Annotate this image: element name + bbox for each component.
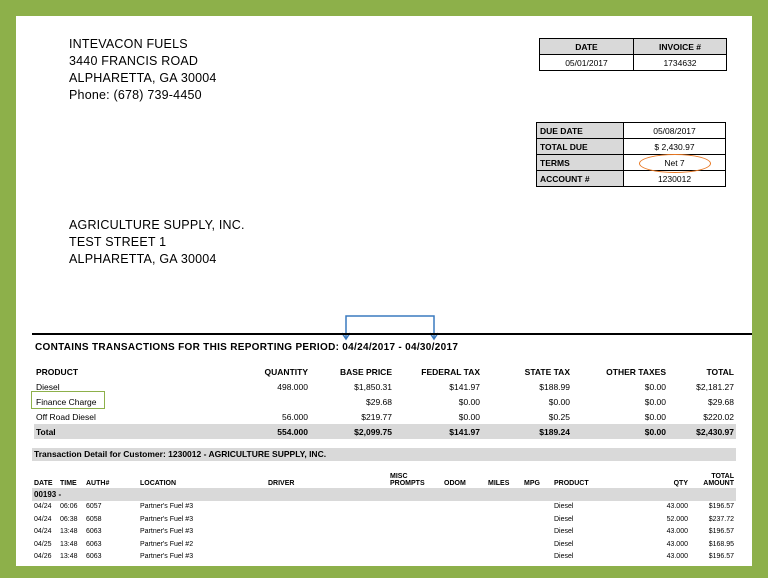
col-total: TOTAL: [706, 367, 734, 377]
misc-line2: PROMPTS: [390, 480, 425, 487]
cell-other-taxes: $0.00: [644, 381, 666, 392]
cell-qty: 43.000: [666, 503, 688, 511]
col-driver: DRIVER: [268, 480, 295, 487]
cell-amount: $168.95: [708, 540, 734, 548]
cell-amount: $196.57: [708, 528, 734, 536]
cell-miles: [486, 513, 522, 526]
due-summary-box: [536, 122, 726, 187]
terms-highlight-oval: [639, 154, 711, 173]
detail-row: [32, 538, 736, 551]
invoice-header-box: [539, 38, 727, 71]
cell-quantity: [188, 394, 310, 409]
due-date-value: 05/08/2017: [624, 123, 726, 139]
cell-time: 13:48: [60, 553, 78, 561]
col-product: PRODUCT: [36, 367, 79, 377]
summary-total-row: [34, 424, 736, 439]
account-label: ACCOUNT #: [537, 171, 624, 187]
cell-date: 04/24: [34, 528, 52, 536]
cell-mpg: [522, 538, 552, 551]
cell-miles: [486, 551, 522, 564]
invoice-number: 1734632: [633, 55, 726, 71]
cell-auth: 6063: [86, 553, 102, 561]
group-label: 00193 -: [34, 489, 62, 499]
cell-mpg: [522, 501, 552, 514]
cell-location: Partner's Fuel #3: [140, 553, 194, 561]
cell-date: 04/26: [34, 553, 52, 561]
customer-name: AGRICULTURE SUPPLY, INC.: [69, 218, 245, 232]
terms-label: TERMS: [537, 155, 624, 171]
cell-driver: [266, 538, 388, 551]
cell-misc: [388, 513, 442, 526]
total-amount: $2,430.97: [668, 424, 736, 439]
col-quantity: QUANTITY: [264, 367, 308, 377]
vendor-name: INTEVACON FUELS: [69, 37, 188, 51]
col-federal-tax: FEDERAL TAX: [421, 367, 480, 377]
detail-row: [32, 513, 736, 526]
cell-time: 06:06: [60, 503, 78, 511]
cell-amount: $196.57: [708, 503, 734, 511]
cell-base-price: $1,850.31: [354, 381, 392, 392]
period-connector-arrows: [316, 308, 456, 342]
cell-date: 04/24: [34, 503, 52, 511]
cell-misc: [388, 526, 442, 539]
col-odom: ODOM: [444, 480, 466, 487]
summary-row: [34, 394, 736, 409]
col-misc-prompts: [388, 472, 442, 488]
cell-odom: [442, 551, 486, 564]
cell-federal-tax: $0.00: [458, 396, 480, 407]
cell-total: $220.02: [703, 411, 734, 422]
cell-driver: [266, 526, 388, 539]
customer-address: [69, 217, 245, 268]
cell-federal-tax: $0.00: [458, 411, 480, 422]
terms-value: Net 7: [624, 155, 726, 171]
cell-total: $2,181.27: [696, 381, 734, 392]
cell-location: Partner's Fuel #3: [140, 515, 194, 523]
cell-product: Diesel: [554, 528, 574, 536]
cell-quantity: 498.000: [277, 381, 308, 392]
col-qty: QTY: [673, 480, 688, 487]
cell-other-taxes: $0.00: [644, 411, 666, 422]
cell-qty: 43.000: [666, 553, 688, 561]
cell-misc: [388, 538, 442, 551]
detail-header-row: [32, 472, 736, 488]
finance-charge-highlight: [31, 391, 105, 409]
cell-miles: [486, 526, 522, 539]
vendor-city: ALPHARETTA, GA 30004: [69, 71, 217, 85]
cell-date: 04/24: [34, 515, 52, 523]
transaction-detail-table: [32, 472, 736, 563]
cell-odom: [442, 526, 486, 539]
customer-city: ALPHARETTA, GA 30004: [69, 252, 217, 266]
vendor-street: 3440 FRANCIS ROAD: [69, 54, 199, 68]
cell-state-tax: $188.99: [539, 381, 570, 392]
cell-date: 04/25: [34, 540, 52, 548]
cell-time: 13:48: [60, 540, 78, 548]
detail-group-row: [32, 488, 736, 501]
cell-location: Partner's Fuel #3: [140, 528, 194, 536]
cell-product: Diesel: [554, 515, 574, 523]
cell-mpg: [522, 551, 552, 564]
total-other-taxes: $0.00: [572, 424, 668, 439]
cell-mpg: [522, 526, 552, 539]
cell-qty: 52.000: [666, 515, 688, 523]
account-value: 1230012: [624, 171, 726, 187]
col-auth: AUTH#: [86, 480, 110, 487]
cell-state-tax: $0.25: [548, 411, 570, 422]
cell-product: Diesel: [554, 503, 574, 511]
summary-row: [34, 379, 736, 394]
total-due-value: $ 2,430.97: [624, 139, 726, 155]
cell-mpg: [522, 513, 552, 526]
vendor-address: [69, 36, 217, 104]
cell-miles: [486, 538, 522, 551]
cell-auth: 6063: [86, 528, 102, 536]
col-product: PRODUCT: [554, 480, 589, 487]
cell-product: Off Road Diesel: [36, 411, 96, 422]
total-line1: TOTAL: [711, 473, 734, 480]
cell-total: $29.68: [708, 396, 734, 407]
cell-auth: 6058: [86, 515, 102, 523]
detail-title: Transaction Detail for Customer: 1230012 - AGRICULTURE SUPPLY, INC.: [32, 448, 736, 461]
col-miles: MILES: [488, 480, 510, 487]
cell-amount: $237.72: [708, 515, 734, 523]
vendor-phone: Phone: (678) 739-4450: [69, 88, 202, 102]
detail-row: [32, 551, 736, 564]
total-quantity: 554.000: [188, 424, 310, 439]
cell-location: Partner's Fuel #2: [140, 540, 194, 548]
cell-misc: [388, 551, 442, 564]
col-time: TIME: [60, 480, 77, 487]
cell-odom: [442, 538, 486, 551]
cell-time: 13:48: [60, 528, 78, 536]
product-summary-table: [34, 365, 736, 439]
detail-row: [32, 501, 736, 514]
invoice-date: 05/01/2017: [540, 55, 634, 71]
col-mpg: MPG: [524, 480, 540, 487]
cell-quantity: 56.000: [282, 411, 308, 422]
cell-amount: $196.57: [708, 553, 734, 561]
cell-location: Partner's Fuel #3: [140, 503, 194, 511]
cell-misc: [388, 501, 442, 514]
summary-row: [34, 409, 736, 424]
cell-odom: [442, 501, 486, 514]
cell-product: Diesel: [36, 381, 60, 392]
col-state-tax: STATE TAX: [524, 367, 570, 377]
total-state-tax: $189.24: [482, 424, 572, 439]
col-base-price: BASE PRICE: [340, 367, 392, 377]
total-due-label: TOTAL DUE: [537, 139, 624, 155]
invoice-label: INVOICE #: [633, 39, 726, 55]
misc-line1: MISC: [390, 473, 408, 480]
cell-auth: 6063: [86, 540, 102, 548]
total-line2: AMOUNT: [703, 480, 734, 487]
cell-time: 06:38: [60, 515, 78, 523]
cell-auth: 6057: [86, 503, 102, 511]
cell-miles: [486, 501, 522, 514]
total-base-price: $2,099.75: [310, 424, 394, 439]
cell-product: Diesel: [554, 553, 574, 561]
cell-state-tax: $0.00: [548, 396, 570, 407]
cell-product: Finance Charge: [36, 396, 97, 407]
date-label: DATE: [540, 39, 634, 55]
total-federal-tax: $141.97: [394, 424, 482, 439]
reporting-period: CONTAINS TRANSACTIONS FOR THIS REPORTING PERIOD: 04/24/2017 - 04/30/2017: [35, 342, 459, 353]
col-total-amount: [690, 472, 736, 488]
cell-qty: 43.000: [666, 528, 688, 536]
cell-qty: 43.000: [666, 540, 688, 548]
due-date-label: DUE DATE: [537, 123, 624, 139]
col-other-taxes: OTHER TAXES: [606, 367, 666, 377]
cell-base-price: $219.77: [361, 411, 392, 422]
customer-street: TEST STREET 1: [69, 235, 167, 249]
cell-other-taxes: $0.00: [644, 396, 666, 407]
detail-row: [32, 526, 736, 539]
cell-base-price: $29.68: [366, 396, 392, 407]
section-divider: [32, 333, 752, 335]
cell-product: Diesel: [554, 540, 574, 548]
col-location: LOCATION: [140, 480, 177, 487]
cell-federal-tax: $141.97: [449, 381, 480, 392]
cell-driver: [266, 501, 388, 514]
invoice-page: [16, 16, 752, 566]
cell-driver: [266, 551, 388, 564]
col-date: DATE: [34, 480, 53, 487]
cell-odom: [442, 513, 486, 526]
summary-header-row: [34, 365, 736, 379]
cell-driver: [266, 513, 388, 526]
total-label: Total: [34, 424, 188, 439]
